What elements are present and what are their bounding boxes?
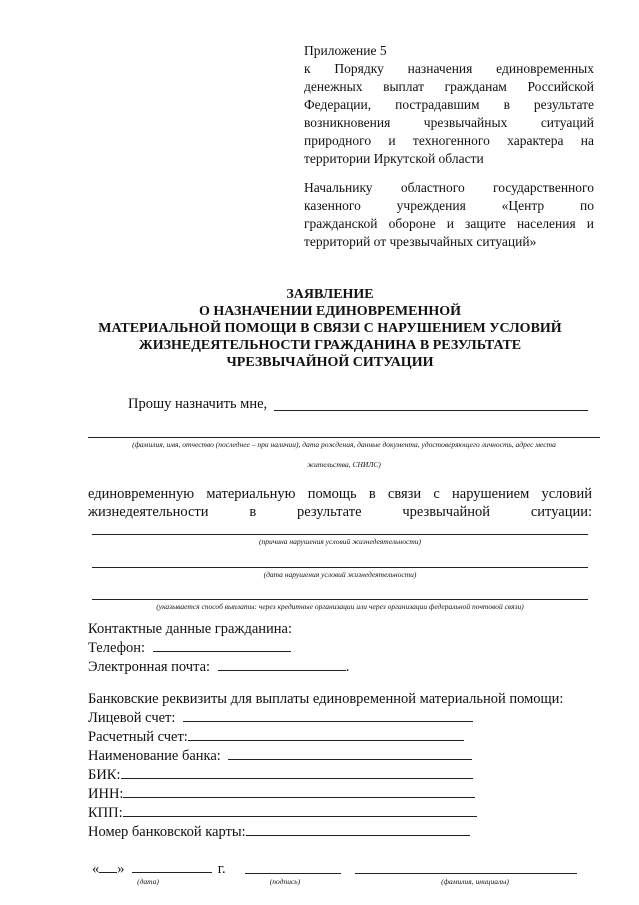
signature-row <box>92 859 592 878</box>
bank-name-label: Наименование банка: <box>88 748 221 764</box>
name-line[interactable] <box>355 873 577 874</box>
document-heading <box>60 286 600 371</box>
addressee-line: территорий от чрезвычайных ситуаций» <box>304 234 537 249</box>
bank-section <box>88 690 598 841</box>
applicant-line[interactable] <box>274 410 588 411</box>
method-caption: (указывается способ выплаты: через кредитные организации или через организации федеральной почтовой связи) <box>156 602 524 611</box>
signature-line[interactable] <box>245 873 341 874</box>
card-label: Номер банковской карты: <box>88 824 246 840</box>
inn-label: ИНН: <box>88 786 124 802</box>
appendix-line: территории Иркутской области <box>304 151 484 166</box>
heading-line: О НАЗНАЧЕНИИ ЕДИНОВРЕМЕННОЙ <box>198 304 462 319</box>
heading-line: ЖИЗНЕДЕЯТЕЛЬНОСТИ ГРАЖДАНИНА В РЕЗУЛЬТАТЕ <box>138 338 522 353</box>
method-line[interactable] <box>92 599 588 600</box>
bank-title: Банковские реквизиты для выплаты единовременной материальной помощи: <box>88 691 564 707</box>
email-label: Электронная почта: <box>88 659 211 675</box>
card-field[interactable] <box>246 822 470 836</box>
email-field[interactable] <box>218 657 346 671</box>
applicant-caption: жительства, СНИЛС) <box>307 460 381 469</box>
addressee-line: казенного учреждения «Центр по <box>304 198 594 213</box>
reason-line[interactable] <box>92 534 588 535</box>
date-sign-caption: (дата) <box>137 877 159 886</box>
addressee-line: гражданской обороне и защите населения и <box>304 216 594 231</box>
addressee-block <box>304 179 594 251</box>
phone-field[interactable] <box>153 638 291 652</box>
contacts-section <box>88 620 588 676</box>
appendix-line: денежных выплат гражданам Российской <box>304 79 594 94</box>
settlement-account-field[interactable] <box>188 727 464 741</box>
reason-caption: (причина нарушения условий жизнедеятельности) <box>258 537 421 546</box>
applicant-line-2[interactable] <box>88 437 600 438</box>
bank-name-field[interactable] <box>228 746 472 760</box>
month-year-field[interactable] <box>132 859 212 873</box>
appendix-block <box>304 42 594 168</box>
heading-line: ЗАЯВЛЕНИЕ <box>286 287 374 302</box>
contacts-title: Контактные данные гражданина: <box>88 621 293 637</box>
name-caption: (фамилия, инициалы) <box>441 877 509 886</box>
request-body: жизнедеятельности в результате чрезвычайной ситуации: <box>88 504 592 520</box>
appendix-line: к Порядку назначения единовременных <box>304 61 594 76</box>
heading-line: МАТЕРИАЛЬНОЙ ПОМОЩИ В СВЯЗИ С НАРУШЕНИЕМ УСЛОВИЙ <box>98 321 562 336</box>
phone-label: Телефон: <box>88 640 146 656</box>
appendix-line: Федерации, пострадавшим в результате <box>304 97 594 112</box>
year-suffix: г. <box>217 861 226 877</box>
settlement-account-label: Расчетный счет: <box>88 729 188 745</box>
appendix-title: Приложение 5 <box>304 43 387 58</box>
applicant-caption: (фамилия, имя, отчество (последнее – при наличии), дата рождения, данные документа, удостоверяющего личность, адрес места <box>132 440 556 449</box>
addressee-line: Начальнику областного государственного <box>304 180 594 195</box>
personal-account-field[interactable] <box>183 708 473 722</box>
heading-line: ЧРЕЗВЫЧАЙНОЙ СИТУАЦИИ <box>226 355 434 370</box>
date-line[interactable] <box>92 567 588 568</box>
kpp-field[interactable] <box>123 803 477 817</box>
bik-label: БИК: <box>88 767 121 783</box>
quote-open: « <box>92 861 100 877</box>
personal-account-label: Лицевой счет: <box>88 710 176 726</box>
bik-field[interactable] <box>121 765 473 779</box>
email-period: . <box>345 659 350 675</box>
signature-caption: (подпись) <box>269 877 301 886</box>
day-field[interactable] <box>99 859 117 873</box>
quote-close: » <box>117 861 125 877</box>
kpp-label: КПП: <box>88 805 123 821</box>
request-intro: Прошу назначить мне, <box>128 396 268 412</box>
date-caption: (дата нарушения условий жизнедеятельности) <box>263 570 417 579</box>
appendix-line: возникновения чрезвычайных ситуаций <box>304 115 594 130</box>
inn-field[interactable] <box>123 784 475 798</box>
appendix-line: природного и техногенного характера на <box>304 133 594 148</box>
request-body: единовременную материальную помощь в связи с нарушением условий <box>88 486 592 502</box>
